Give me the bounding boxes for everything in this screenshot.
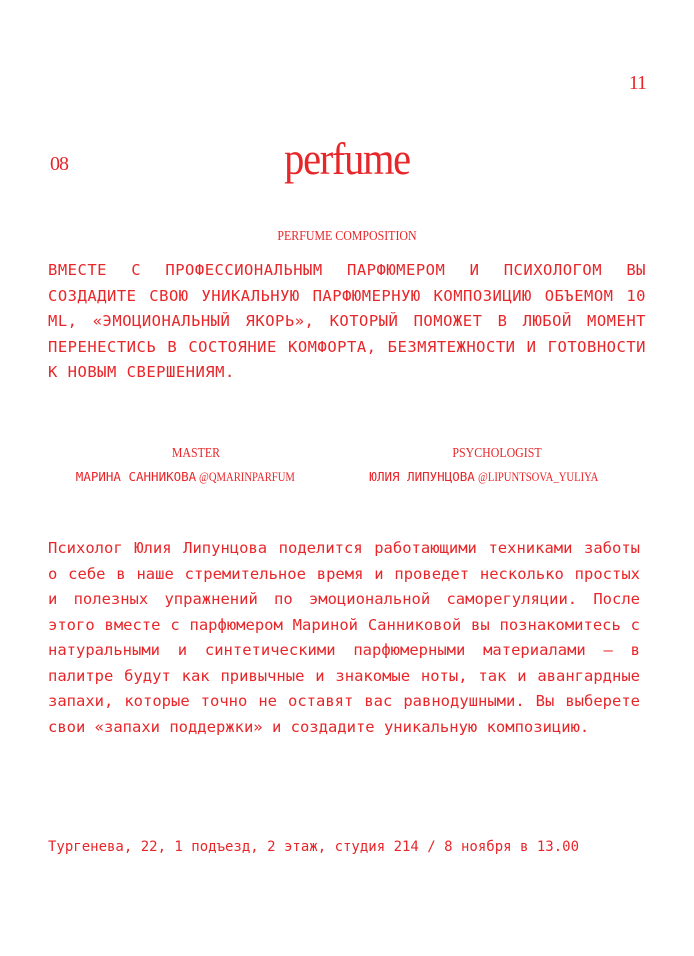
psychologist-name: ЮЛИЯ ЛИПУНЦОВА	[369, 469, 475, 484]
master-handle: @QMARINPARFUM	[199, 469, 296, 484]
page-number-right: 11	[628, 72, 646, 94]
master-role-label: MASTER	[171, 446, 221, 461]
section-label: PERFUME COMPOSITION	[277, 229, 417, 244]
intro-paragraph: ВМЕСТЕ С ПРОФЕССИОНАЛЬНЫМ ПАРФЮМЕРОМ И ПСИХОЛОГОМ ВЫ СОЗДАДИТЕ СВОЮ УНИКАЛЬНУЮ ПАРФЮМЕРНУЮ КОМПОЗИЦИЮ ОБЪЕМОМ 10 ML, «ЭМОЦИОНАЛЬНЫЙ ЯКОРЬ», КОТОРЫЙ ПОМОЖЕТ В ЛЮБОЙ МОМЕНТ ПЕРЕНЕСТИСЬ В СОСТОЯНИЕ КОМФОРТА, БЕЗМЯТЕЖНОСТИ И ГОТОВНОСТИ К НОВЫМ СВЕРШЕНИЯМ.	[48, 261, 646, 381]
page-number-left: 08	[50, 153, 68, 175]
event-address: Тургенева, 22, 1 подъезд, 2 этаж, студия 214 / 8 ноября в 13.00	[48, 839, 580, 855]
page-title: perfume	[284, 133, 410, 184]
psychologist-role-label: PSYCHOLOGIST	[452, 446, 542, 461]
master-credit	[52, 446, 340, 486]
psychologist-handle: @LIPUNTSOVA_YULIYA	[477, 469, 599, 484]
psychologist-credit	[352, 446, 642, 486]
master-name: МАРИНА САННИКОВА	[75, 469, 197, 484]
description-paragraph: Психолог Юлия Липунцова поделится работающими техниками заботы о себе в наше стремительное время и проведет несколько простых и полезных упражнений по эмоциональной саморегуляции. После этого вместе с парфюмером Мариной Санниковой вы познакомитесь с натуральными и синтетическими парфюмерными материалами — в палитре будут как привычные и знакомые ноты, так и авангардные запахи, которые точно не оставят вас равнодушными. Вы выберете свои «запахи поддержки» и создадите уникальную композицию.	[48, 539, 640, 736]
